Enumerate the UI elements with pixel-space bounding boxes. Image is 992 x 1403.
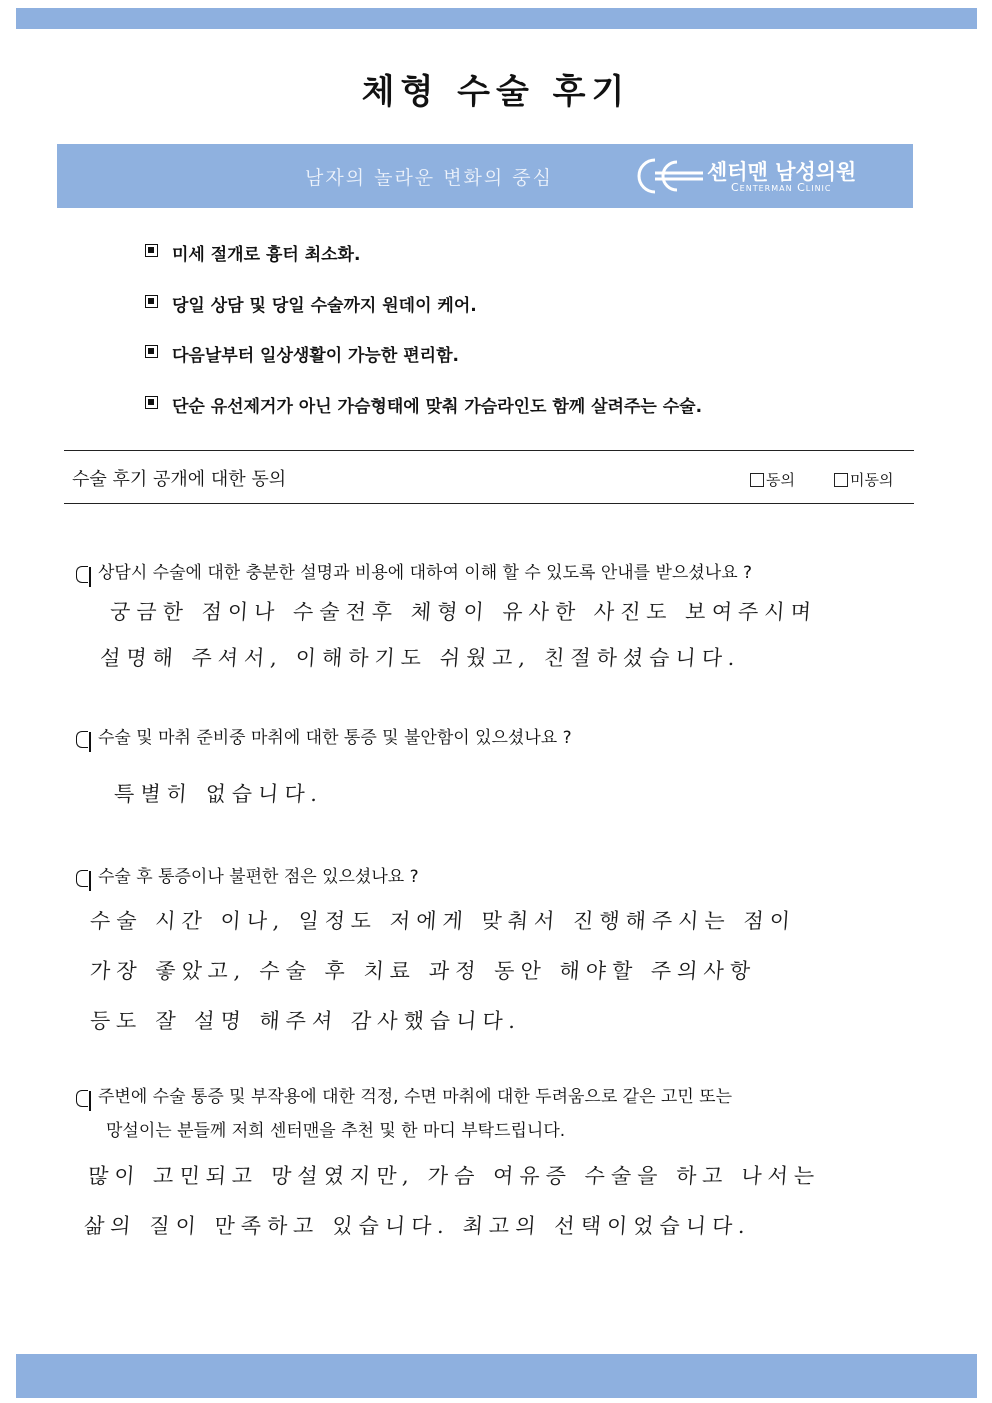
clinic-banner bbox=[57, 144, 913, 208]
question-text-line-2: 망설이는 분들께 저희 센터맨을 추천 및 한 마디 부탁드립니다. bbox=[106, 1121, 566, 1141]
bottom-color-bar bbox=[16, 1354, 977, 1398]
consent-label: 수술 후기 공개에 대한 동의 bbox=[72, 469, 287, 490]
question-2 bbox=[76, 729, 572, 755]
question-mark-icon bbox=[76, 566, 88, 583]
logo-mark-icon bbox=[625, 156, 705, 196]
feature-text: 단순 유선제거가 아닌 가슴형태에 맞춰 가슴라인도 함께 살려주는 수술. bbox=[172, 396, 703, 417]
handwritten-answer-line: 특별히 없습니다. bbox=[113, 782, 325, 806]
consent-row bbox=[64, 450, 914, 504]
handwritten-answer-line: 등도 잘 설명 해주셔 감사했습니다. bbox=[89, 1009, 523, 1033]
banner-slogan: 남자의 놀라운 변화의 중심 bbox=[305, 167, 554, 189]
feature-text: 당일 상담 및 당일 수술까지 원데이 케어. bbox=[172, 295, 477, 316]
page-title: 체형 수술 후기 bbox=[361, 72, 631, 112]
question-mark-icon bbox=[76, 731, 88, 748]
consent-disagree-option[interactable] bbox=[834, 469, 893, 490]
consent-agree-option[interactable] bbox=[750, 469, 795, 490]
logo-name: 센터맨 남성의원 bbox=[707, 160, 857, 184]
question-text: 수술 후 통증이나 불편한 점은 있으셨나요 ? bbox=[98, 867, 419, 887]
handwritten-answer-line: 설명해 주셔서, 이해하기도 쉬웠고, 친절하셨습니다. bbox=[99, 646, 742, 670]
disagree-label: 미동의 bbox=[850, 471, 894, 489]
disagree-checkbox[interactable] bbox=[834, 473, 848, 487]
logo-subtitle: Centerman Clinic bbox=[731, 181, 832, 194]
clinic-logo bbox=[625, 152, 905, 200]
question-mark-icon bbox=[76, 870, 88, 887]
question-1 bbox=[76, 564, 752, 590]
question-text bbox=[98, 1080, 732, 1148]
square-bullet-icon bbox=[145, 295, 158, 308]
feature-list bbox=[145, 240, 702, 442]
feature-item bbox=[145, 240, 702, 291]
top-color-bar bbox=[16, 8, 977, 29]
square-bullet-icon bbox=[145, 244, 158, 257]
handwritten-answer-line: 가장 좋았고, 수술 후 치료 과정 동안 해야할 주의사항 bbox=[89, 959, 757, 983]
square-bullet-icon bbox=[145, 345, 158, 358]
square-bullet-icon bbox=[145, 396, 158, 409]
agree-checkbox[interactable] bbox=[750, 473, 764, 487]
feature-text: 미세 절개로 흉터 최소화. bbox=[172, 245, 361, 265]
question-text-line-1: 주변에 수술 통증 및 부작용에 대한 걱정, 수면 마취에 대한 두려움으로 같은 고민 또는 bbox=[98, 1087, 733, 1107]
agree-label: 동의 bbox=[766, 471, 795, 489]
question-mark-icon bbox=[76, 1090, 88, 1107]
question-text: 상담시 수술에 대한 충분한 설명과 비용에 대하여 이해 할 수 있도록 안내를 받으셨나요 ? bbox=[98, 563, 753, 583]
question-3 bbox=[76, 868, 419, 894]
feature-item bbox=[145, 392, 702, 443]
feature-item bbox=[145, 341, 702, 392]
handwritten-answer-line: 삶의 질이 만족하고 있습니다. 최고의 선택이었습니다. bbox=[83, 1214, 752, 1238]
question-4 bbox=[76, 1088, 732, 1148]
feature-text: 다음날부터 일상생활이 가능한 편리함. bbox=[172, 346, 459, 366]
handwritten-answer-line: 수술 시간 이나, 일정도 저에게 맞춰서 진행해주시는 점이 bbox=[89, 909, 797, 933]
handwritten-answer-line: 많이 고민되고 망설였지만, 가슴 여유증 수술을 하고 나서는 bbox=[87, 1164, 822, 1188]
question-text: 수술 및 마취 준비중 마취에 대한 통증 및 불안함이 있으셨나요 ? bbox=[98, 728, 572, 748]
feature-item bbox=[145, 291, 702, 342]
handwritten-answer-line: 궁금한 점이나 수술전후 체형이 유사한 사진도 보여주시며 bbox=[109, 600, 818, 624]
